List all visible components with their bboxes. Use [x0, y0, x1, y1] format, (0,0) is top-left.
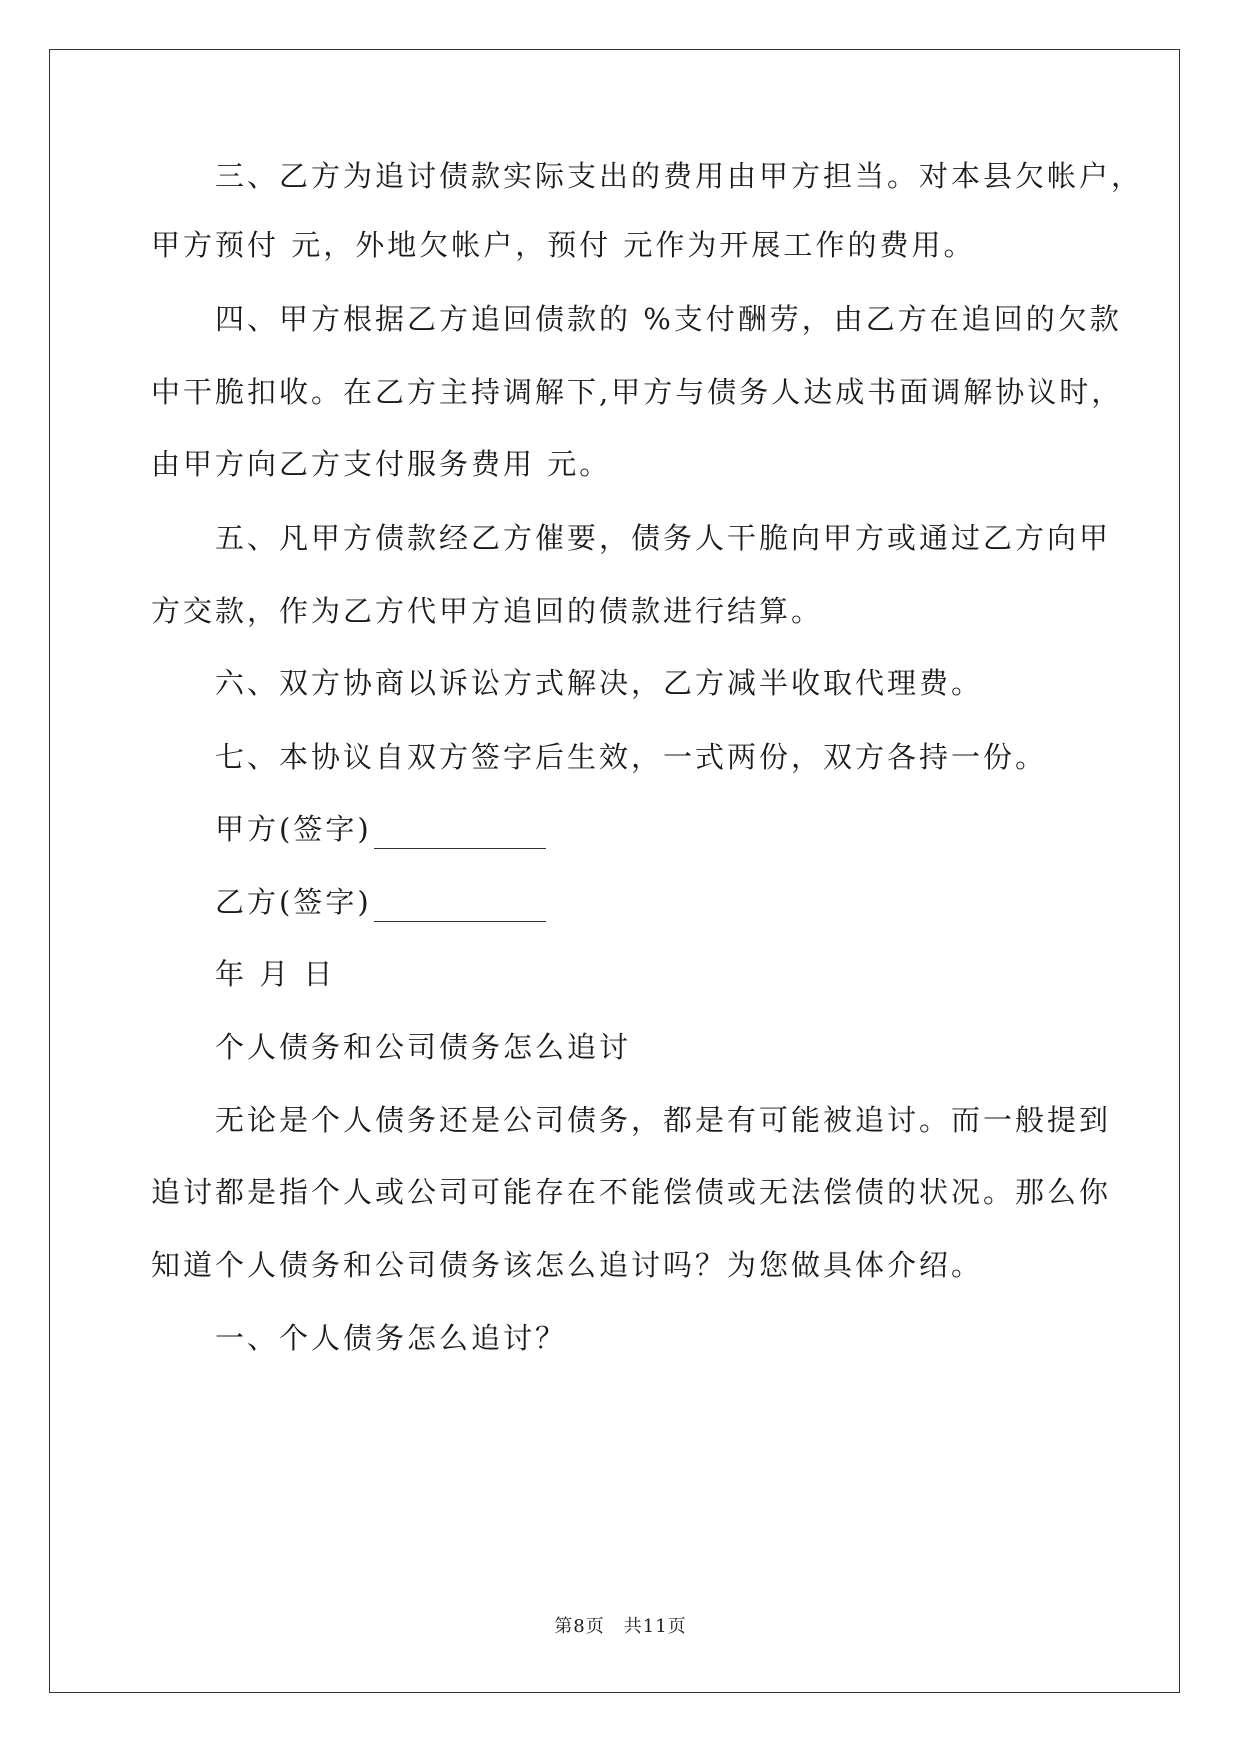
- party-a-signature-line: [374, 820, 546, 849]
- paragraph-5-line-2: 方交款，作为乙方代甲方追回的债款进行结算。: [151, 594, 824, 628]
- paragraph-4-line-1: 四、甲方根据乙方追回债款的 %支付酬劳，由乙方在追回的欠款: [151, 302, 1122, 336]
- page-border: [49, 49, 1180, 1693]
- section-body-line-2: 追讨都是指个人或公司可能存在不能偿债或无法偿债的状况。那么你: [151, 1175, 1112, 1209]
- paragraph-4-line-2: 中干脆扣收。在乙方主持调解下,甲方与债务人达成书面调解协议时，: [151, 375, 1124, 409]
- paragraph-7: 七、本协议自双方签字后生效，一式两份，双方各持一份。: [151, 740, 1048, 774]
- paragraph-4-line-3: 由甲方向乙方支付服务费用 元。: [151, 447, 612, 481]
- section-body-line-3: 知道个人债务和公司债务该怎么追讨吗？为您做具体介绍。: [151, 1248, 984, 1282]
- paragraph-3-line-2: 甲方预付 元，外地欠帐户，预付 元作为开展工作的费用。: [151, 228, 976, 262]
- signature-date: 年 月 日: [151, 957, 336, 991]
- party-b-signature-line: [374, 893, 546, 922]
- section-body-line-1: 无论是个人债务还是公司债务，都是有可能被追讨。而一般提到: [151, 1103, 1112, 1137]
- section-subheading: 一、个人债务怎么追讨？: [151, 1321, 568, 1355]
- section-heading: 个人债务和公司债务怎么追讨: [151, 1030, 632, 1064]
- party-a-signature: [151, 809, 546, 849]
- page-number: 第8页 共11页: [554, 1616, 687, 1637]
- party-b-label: 乙方(签字): [151, 885, 372, 919]
- paragraph-6: 六、双方协商以诉讼方式解决，乙方减半收取代理费。: [151, 666, 984, 700]
- party-b-signature: [151, 882, 546, 922]
- paragraph-3-line-1: 三、乙方为追讨债款实际支出的费用由甲方担当。对本县欠帐户，: [151, 159, 1144, 193]
- party-a-label: 甲方(签字): [151, 812, 372, 846]
- paragraph-5-line-1: 五、凡甲方债款经乙方催要，债务人干脆向甲方或通过乙方向甲: [151, 521, 1112, 555]
